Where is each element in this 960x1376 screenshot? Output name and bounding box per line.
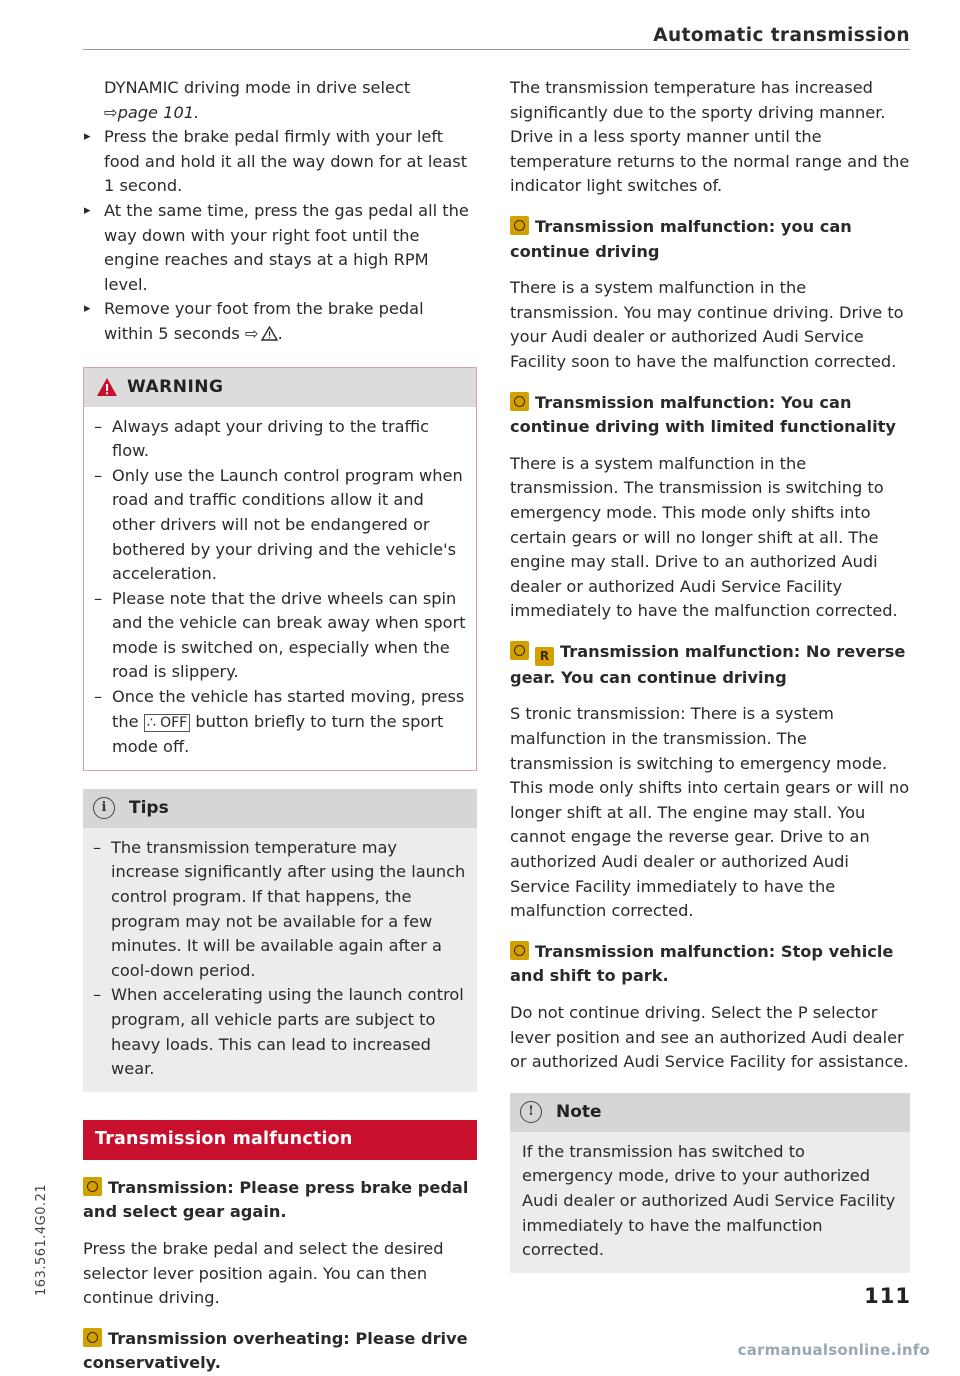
tips-body — [83, 828, 477, 1092]
warning-item-1: – Always adapt your driving to the traffic flow. — [94, 415, 466, 464]
intro-line-1: DYNAMIC driving mode in drive select — [104, 78, 411, 97]
warning-item-4-tail: button briefly to turn the sport mode off. — [112, 711, 444, 757]
subheading-brake-select — [83, 1176, 477, 1225]
transmission-warning-icon — [510, 392, 529, 411]
info-icon: i — [93, 797, 115, 819]
reverse-gear-icon: R — [535, 647, 554, 666]
warning-title: WARNING — [127, 376, 224, 397]
note-box — [510, 1093, 910, 1273]
transmission-warning-icon — [83, 1177, 102, 1196]
warning-item-4-text: Once the vehicle has started moving, press the — [112, 687, 465, 731]
paragraph-stop-vehicle: Do not continue driving. Select the P selector lever position and see an authorized Audi dealer or authorized Audi Service Facility for assistance. — [510, 1003, 909, 1072]
side-document-code: 163.561.4G0.21 — [34, 1183, 49, 1296]
tips-title: Tips — [129, 798, 169, 819]
right-column — [510, 76, 910, 1273]
subheading-stop-vehicle — [510, 940, 910, 989]
step-bullet-2: ▸ At the same time, press the gas pedal all the way down with your right foot until the engine reaches and stays at a high RPM level. — [83, 199, 477, 297]
note-body — [510, 1132, 910, 1273]
left-column — [83, 76, 477, 1376]
tips-box — [83, 789, 477, 1092]
warning-body — [84, 407, 476, 770]
warning-box — [83, 367, 477, 771]
warning-triangle-icon — [96, 377, 118, 397]
arrow-right-icon: ⇨ — [104, 102, 118, 122]
subheading-no-reverse-text: Transmission malfunction: No reverse gear. You can continue driving — [510, 641, 906, 687]
transmission-warning-icon — [83, 1328, 102, 1347]
warning-header — [84, 368, 476, 407]
header-title: Automatic transmission — [653, 25, 910, 46]
tips-item-2: – When accelerating using the launch control program, all vehicle parts are subject to heavy loads. This can lead to increased wear. — [93, 983, 467, 1081]
section-title-bar: Transmission malfunction — [83, 1120, 477, 1160]
step-bullet-1: ▸ Press the brake pedal firmly with your left food and hold it all the way down for at least 1 second. — [83, 125, 477, 199]
exclamation-icon: ! — [520, 1101, 542, 1123]
subheading-continue-driving — [510, 215, 910, 264]
subheading-limited-functionality — [510, 391, 910, 440]
subheading-stop-vehicle-text: Transmission malfunction: Stop vehicle and shift to park. — [510, 941, 894, 986]
sport-off-button-label: ∴ OFF — [144, 714, 190, 732]
subheading-limited-functionality-text: Transmission malfunction: You can continue driving with limited functionality — [510, 392, 896, 437]
watermark: carmanualsonline.info — [737, 1341, 930, 1359]
subheading-continue-driving-text: Transmission malfunction: you can continue driving — [510, 216, 852, 261]
warning-triangle-icon[interactable] — [261, 326, 278, 341]
tips-item-1: – The transmission temperature may increase significantly after using the launch control program. If that happens, the program may not be available for a few minutes. It will be available again after a cool-down period. — [93, 836, 467, 984]
page-number: 111 — [864, 1284, 911, 1308]
paragraph-no-reverse: S tronic transmission: There is a system malfunction in the transmission. The transmission is switching to emergency mode. This mode only shifts into certain gears or will no longer shift at all. The engine may stall. You cannot engage the reverse gear. Drive to an authorized Audi dealer or authorized Audi Service Facility immediately to have the malfunction corrected. — [510, 704, 910, 921]
subheading-no-reverse — [510, 640, 910, 691]
transmission-warning-icon — [510, 641, 529, 660]
transmission-warning-icon — [510, 216, 529, 235]
transmission-warning-icon — [510, 941, 529, 960]
intro-page-ref: page 101. — [117, 102, 200, 122]
note-header — [510, 1093, 910, 1132]
header-divider — [83, 49, 910, 50]
warning-item-2: – Only use the Launch control program when road and traffic conditions allow it and other drivers will not be endangered or bothered by your driving and the vehicle's acceleration. — [94, 464, 466, 587]
paragraph-limited-functionality: There is a system malfunction in the transmission. The transmission is switching to emergency mode. This mode only shifts into certain gears or will no longer shift at all. The engine may stall. Drive to an authorized Audi dealer or authorized Audi Service Facility immediately to have the malfunction corrected. — [510, 453, 898, 621]
note-title: Note — [556, 1101, 602, 1122]
subheading-overheating-text: Transmission overheating: Please drive conservatively. — [83, 1328, 468, 1373]
note-text: If the transmission has switched to emergency mode, drive to your authorized Audi dealer or authorized Audi Service Facility immediately to have the malfunction corrected. — [522, 1141, 896, 1260]
warning-item-4 — [94, 685, 466, 760]
paragraph-brake-select: Press the brake pedal and select the desired selector lever position again. You can then continue driving. — [83, 1238, 444, 1308]
paragraph-continue-driving: There is a system malfunction in the transmission. You may continue driving. Drive to your Audi dealer or authorized Audi Service Facility soon to have the malfunction corrected. — [510, 278, 904, 371]
step-bullet-3-text: Remove your foot from the brake pedal within 5 seconds ⇨ — [104, 299, 424, 343]
tips-header — [83, 789, 477, 828]
subheading-brake-select-text: Transmission: Please press brake pedal and select gear again. — [83, 1177, 469, 1222]
step-bullet-3: ▸ Remove your foot from the brake pedal within 5 seconds ⇨ . — [83, 297, 477, 346]
warning-item-3: – Please note that the drive wheels can spin and the vehicle can break away when sport mode is switched on, especially when the road is slippery. — [94, 587, 466, 685]
subheading-overheating — [83, 1327, 477, 1376]
intro-page-link[interactable] — [83, 101, 477, 126]
paragraph-overheating: The transmission temperature has increased significantly due to the sporty driving manner. Drive in a less sporty manner until the temperature returns to the normal range and the indicator light switches of. — [510, 78, 910, 196]
